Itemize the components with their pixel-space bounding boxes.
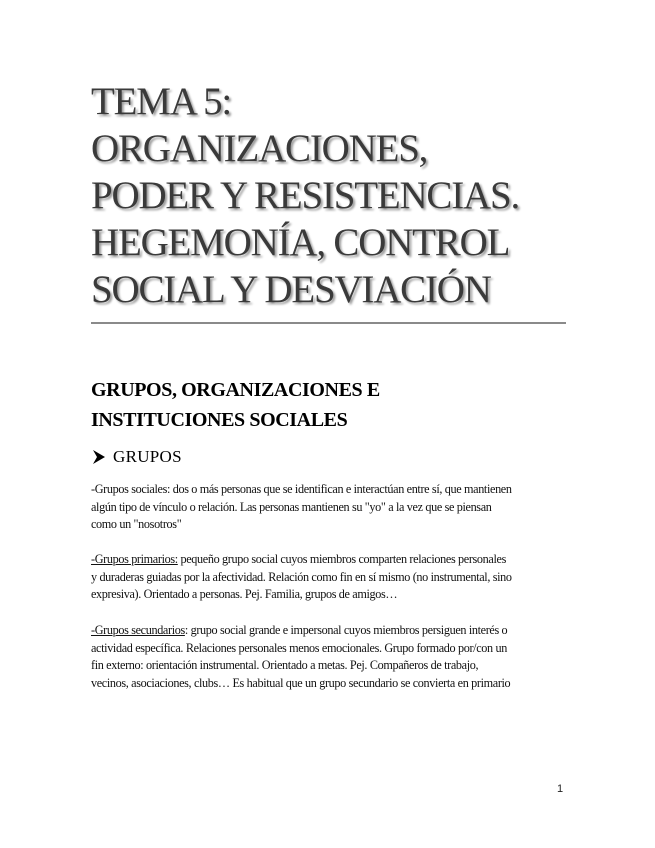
section-heading-line: INSTITUCIONES SOCIALES	[91, 409, 348, 431]
section-heading-line: GRUPOS, ORGANIZACIONES E	[91, 379, 380, 401]
title-line: PODER Y RESISTENCIAS.	[91, 174, 520, 217]
page-number: 1	[557, 783, 564, 795]
title-divider	[91, 322, 566, 324]
document-title	[91, 78, 571, 313]
title-line: SOCIAL Y DESVIACIÓN	[91, 268, 491, 311]
paragraph-line	[91, 551, 567, 569]
title-line: ORGANIZACIONES,	[91, 127, 428, 170]
paragraph-text: pequeño grupo social cuyos miembros comparten relaciones personales	[177, 552, 506, 566]
paragraph-grupos-primarios	[91, 551, 567, 604]
paragraph-grupos-sociales	[91, 481, 567, 534]
paragraph-text: : grupo social grande e impersonal cuyos miembros persiguen interés o	[184, 623, 508, 637]
arrow-bullet-icon	[91, 448, 107, 466]
paragraph-line: -Grupos sociales: dos o más personas que se identifican e interactúan entre sí, que mantienen	[91, 482, 512, 496]
paragraph-grupos-secundarios	[91, 622, 567, 692]
subsection-label: GRUPOS	[113, 447, 182, 466]
title-line: HEGEMONÍA, CONTROL	[91, 221, 510, 264]
paragraph-line: vecinos, asociaciones, clubs… Es habitual que un grupo secundario se convierta en primario	[91, 675, 511, 690]
title-line: TEMA 5:	[91, 80, 232, 123]
section-heading	[91, 375, 561, 435]
paragraph-line: algún tipo de vínculo o relación. Las personas mantienen su "yo" a la vez que se piensan	[91, 499, 492, 514]
paragraph-line: actividad específica. Relaciones personales menos emocionales. Grupo formado por/con un	[91, 640, 507, 655]
paragraph-line: y duraderas guiadas por la afectividad. Relación como fin en sí mismo (no instrumental, sino	[91, 569, 512, 584]
paragraph-line	[91, 622, 567, 640]
paragraph-line: fin externo: orientación instrumental. Orientado a metas. Pej. Compañeros de trabajo,	[91, 658, 479, 672]
paragraph-line: como un "nosotros"	[91, 517, 182, 531]
term-grupos-secundarios: -Grupos secundarios	[91, 623, 185, 637]
paragraph-line: expresiva). Orientado a personas. Pej. Familia, grupos de amigos…	[91, 587, 398, 601]
subsection-bullet	[91, 446, 182, 468]
term-grupos-primarios: -Grupos primarios:	[91, 552, 178, 566]
